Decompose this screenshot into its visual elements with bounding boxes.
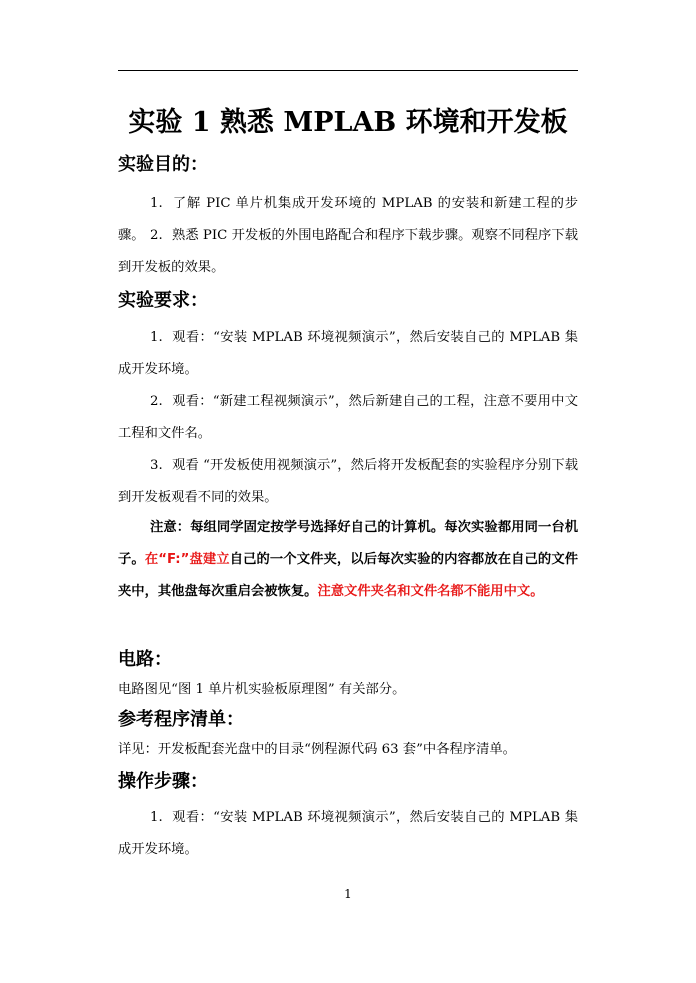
item-text: 观看 “开发板使用视频演示”，然后将开发板配套的实验程序分别下载到开发板观看不同的效果。: [118, 458, 578, 505]
item-text: 了解 PIC 单片机集成开发环境的 MPLAB 的安装和新建工程的步骤。: [118, 196, 578, 243]
page-number: 1: [344, 887, 352, 901]
heading-requirements: 实验要求：: [118, 290, 208, 311]
item-number: 1.: [150, 196, 163, 211]
requirements-note: [118, 512, 578, 608]
purpose-item-2: [118, 220, 578, 284]
item-number: 2.: [150, 394, 163, 409]
item-text: 观看：“新建工程视频演示”，然后新建自己的工程，注意不要用中文工程和文件名。: [118, 394, 578, 441]
item-number: 3.: [150, 458, 163, 473]
item-number: 1.: [150, 330, 163, 345]
note-red-text: 在“F:”盘建立: [144, 552, 230, 567]
item-number: 1.: [150, 810, 163, 825]
requirement-item-1: [118, 322, 578, 386]
item-text: 观看：“安装 MPLAB 环境视频演示”，然后安装自己的 MPLAB 集成开发环境。: [118, 810, 578, 857]
document-title: 实验 1 熟悉 MPLAB 环境和开发板: [128, 107, 568, 138]
circuit-text: 电路图见“图 1 单片机实验板原理图” 有关部分。: [118, 682, 406, 697]
heading-steps: 操作步骤：: [118, 771, 208, 792]
requirement-item-3: [118, 450, 578, 514]
item-text: 观看：“安装 MPLAB 环境视频演示”，然后安装自己的 MPLAB 集成开发环境。: [118, 330, 578, 377]
steps-item-1: [118, 802, 578, 866]
heading-purpose: 实验目的：: [118, 154, 208, 175]
note-text: 注意：每组同学固定按学号选择好自己的计算机。每次实验都用同一台机子。: [118, 520, 578, 567]
requirement-item-2: [118, 386, 578, 450]
note-red-text: 注意文件夹名和文件名都不能用中文。: [317, 584, 544, 599]
heading-circuit: 电路：: [118, 649, 172, 670]
item-text: 熟悉 PIC 开发板的外围电路配合和程序下载步骤。观察不同程序下载到开发板的效果。: [118, 228, 578, 275]
program-text: 详见：开发板配套光盘中的目录“例程源代码 63 套”中各程序清单。: [118, 742, 516, 757]
header-rule: [118, 70, 578, 71]
heading-program: 参考程序清单：: [118, 709, 244, 730]
note-text: 自己的一个文件夹，以后每次实验的内容都放在自己的文件夹中，其他盘每次重启会被恢复。: [118, 552, 579, 599]
item-number: 2.: [150, 228, 163, 243]
